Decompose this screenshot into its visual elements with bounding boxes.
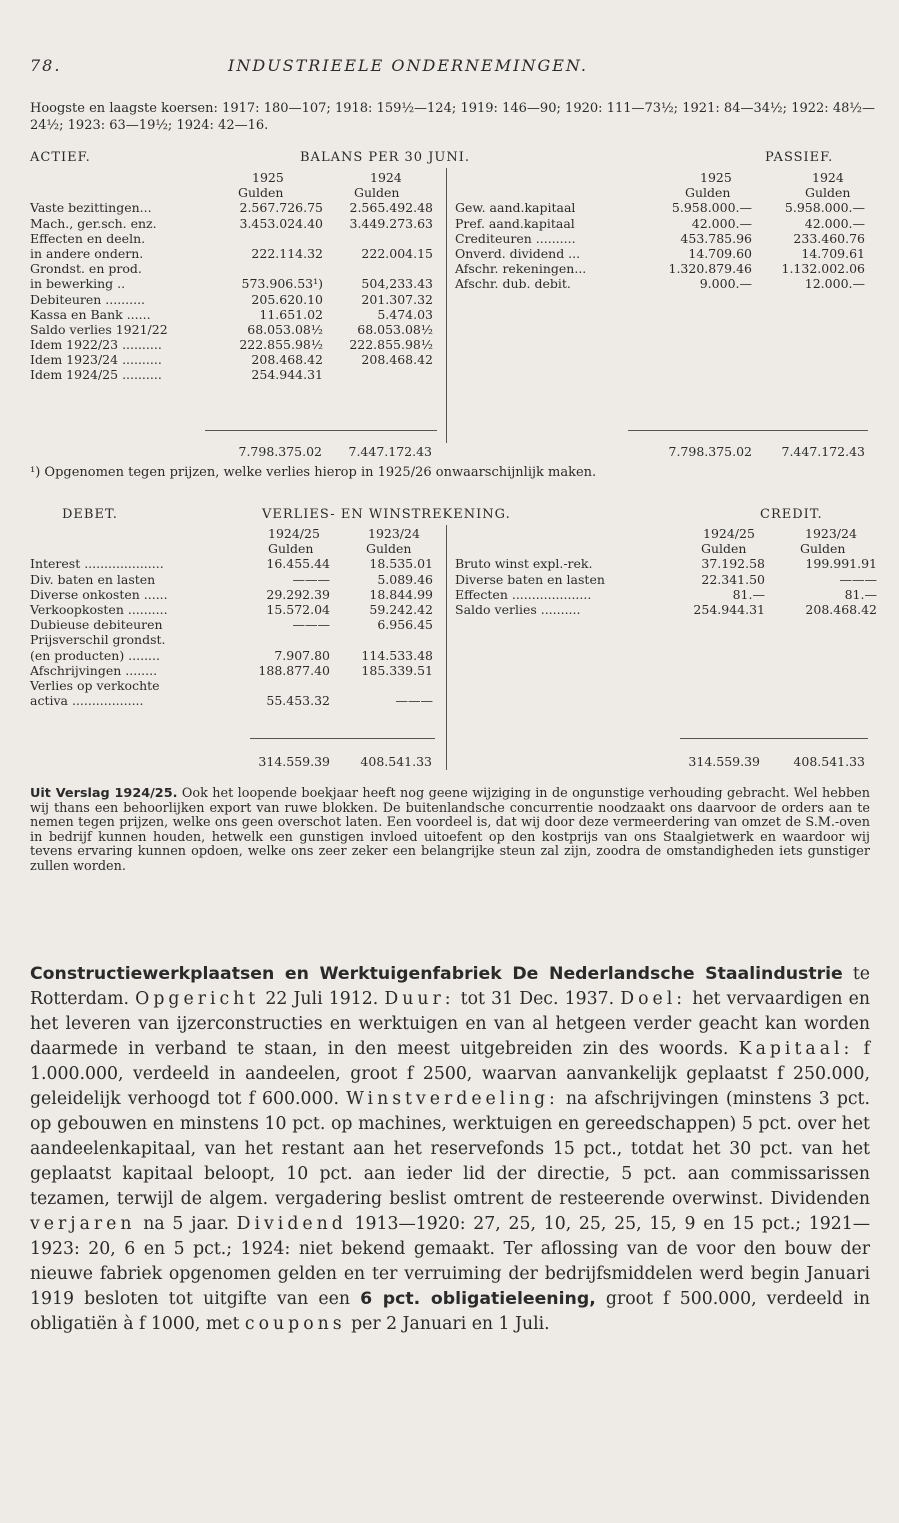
- table-row: [30, 276, 450, 291]
- row-value: 222.855.98½: [239, 337, 323, 353]
- opgericht-text: 22 Juli 1912.: [259, 989, 385, 1009]
- row-value: 37.192.58: [701, 556, 765, 572]
- row-label: Afschrijvingen ........: [30, 662, 158, 678]
- row-value: 81.—: [732, 586, 765, 602]
- company-paragraph: [30, 962, 870, 1337]
- row-value: 2.565.492.48: [349, 200, 433, 216]
- page-number: 78.: [30, 56, 62, 75]
- footnote: ¹) Opgenomen tegen prijzen, welke verlies hierop in 1925/26 onwaarschijnlijk maken.: [30, 465, 597, 480]
- row-value: 504,233.43: [361, 276, 433, 292]
- row-value: 453.785.96: [680, 230, 752, 246]
- table-row: [30, 678, 450, 693]
- table-head-units: [455, 185, 875, 200]
- row-value: 233.460.76: [793, 230, 865, 246]
- row-label: Afschr. dub. debit.: [455, 276, 571, 292]
- row-label: Effecten ....................: [455, 586, 592, 602]
- total-value: 314.559.39: [688, 754, 760, 769]
- row-value: 15.572.04: [266, 601, 330, 617]
- row-value: 3.449.273.63: [349, 215, 433, 231]
- row-label: Saldo verlies 1921/22: [30, 321, 168, 337]
- row-value: 5.958.000.—: [784, 200, 865, 216]
- winstverdeeling-text: na afschrijvingen (minstens 3 pct. op gebouwen en minstens 10 pct. op machines, werktuigen en gereedschappen) 5 pct. over het aandeelenkapitaal, van het restant aan het reservefonds 15 pct., totdat het 30 pct. van het geplaatst kapitaal beloopt, 10 pct. aan ieder lid der directie, 5 pct. aan commissarissen tezamen, terwijl de algem. vergadering beslist omtrent de resteerende overwinst. Dividenden: [30, 1089, 870, 1209]
- row-value: 114.533.48: [361, 647, 433, 663]
- row-label: Bruto winst expl.-rek.: [455, 556, 593, 572]
- row-value: 81.—: [844, 586, 877, 602]
- table-head-units: [30, 541, 450, 556]
- row-value: 208.468.42: [361, 352, 433, 368]
- passief-title: PASSIEF.: [765, 150, 834, 165]
- col-year: 1923/24: [368, 526, 420, 541]
- row-value: 5.089.46: [377, 571, 433, 587]
- actief-title: ACTIEF.: [30, 150, 91, 165]
- table-row: [30, 352, 450, 367]
- row-label: Interest ....................: [30, 556, 164, 572]
- table-row: [30, 337, 450, 352]
- total-value: 408.541.33: [360, 754, 432, 769]
- table-row: [455, 602, 875, 617]
- table-head-years: [455, 170, 875, 185]
- row-value: ———: [292, 617, 330, 633]
- col-unit: Gulden: [701, 541, 747, 557]
- table-head-years: [455, 526, 875, 541]
- row-value: ———: [395, 693, 433, 709]
- total-value: 7.447.172.43: [348, 444, 432, 459]
- verlies-credit-table: [455, 526, 875, 617]
- verlies-totals: [30, 754, 870, 769]
- row-label: Gew. aand.kapitaal: [455, 200, 576, 216]
- row-value: 7.907.80: [274, 647, 330, 663]
- row-label: in andere ondern.: [30, 245, 144, 261]
- table-row: [455, 587, 875, 602]
- dividend-text: 1913—1920: 27, 25, 10, 25, 25, 15, 9 en 15 pct.; 1921—1923: 20, 6 en 5 pct.; 1924: niet bekend gemaakt. Ter aflossing van de voor den bouw der nieuwe fabriek opgenomen gelden en ter verruiming der bedrijfsmiddelen werd begin Januari 1919 besloten tot uitgifte van een: [30, 1214, 870, 1309]
- row-value: 188.877.40: [258, 662, 330, 678]
- kapitaal-text: f 1.000.000, verdeeld in aandeelen, groot f 2500, waarvan aanvankelijk geplaatst f 250.000, geleidelijk verhoogd tot f 600.000.: [30, 1039, 870, 1109]
- row-value: 3.453.024.40: [239, 215, 323, 231]
- row-value: 5.474.03: [377, 306, 433, 322]
- col-unit: Gulden: [238, 185, 284, 201]
- row-value: 185.339.51: [361, 662, 433, 678]
- col-year: 1925: [252, 170, 284, 185]
- doel-label: Doel:: [620, 989, 687, 1009]
- debet-title: DEBET.: [62, 507, 118, 522]
- row-value: 1.320.879.46: [668, 261, 752, 277]
- row-value: 12.000.—: [804, 276, 865, 292]
- row-value: 1.132.002.06: [781, 261, 865, 277]
- row-label: Diverse baten en lasten: [455, 571, 605, 587]
- row-value: 18.535.01: [369, 556, 433, 572]
- row-value: 222.855.98½: [349, 337, 433, 353]
- row-value: 16.455.44: [266, 556, 330, 572]
- row-label: activa ..................: [30, 693, 144, 709]
- table-row: [30, 216, 450, 231]
- row-value: 2.567.726.75: [239, 200, 323, 216]
- col-year: 1924: [812, 170, 844, 185]
- company-name: Constructiewerkplaatsen en Werktuigenfabriek De Nederlandsche Staalindustrie: [30, 964, 843, 984]
- duur-label: Duur:: [384, 989, 455, 1009]
- table-row: [455, 556, 875, 571]
- table-row: [30, 602, 450, 617]
- table-row: [455, 261, 875, 276]
- row-value: 573.906.53¹): [241, 276, 323, 292]
- verlies-divider: [446, 525, 447, 770]
- row-value: 14.709.61: [801, 245, 865, 261]
- row-label: Crediteuren ..........: [455, 230, 576, 246]
- total-value: 7.798.375.02: [238, 444, 322, 459]
- total-rule: [680, 738, 868, 739]
- row-value: 55.453.32: [266, 693, 330, 709]
- row-label: Prijsverschil grondst.: [30, 632, 166, 648]
- duur-text: tot 31 Dec. 1937.: [454, 989, 621, 1009]
- table-head-years: [30, 526, 450, 541]
- credit-title: CREDIT.: [760, 507, 823, 522]
- total-rule: [628, 430, 868, 431]
- row-label: Idem 1923/24 ..........: [30, 352, 162, 368]
- table-row: [30, 367, 450, 382]
- total-value: 408.541.33: [793, 754, 865, 769]
- col-unit: Gulden: [805, 185, 851, 201]
- row-label: Effecten en deeln.: [30, 230, 146, 246]
- verslag-lead: Uit Verslag 1924/25.: [30, 786, 178, 801]
- col-year: 1925: [700, 170, 732, 185]
- row-label: Idem 1924/25 ..........: [30, 367, 162, 383]
- row-value: 68.053.08½: [247, 321, 323, 337]
- table-row: [455, 572, 875, 587]
- dividend-label: Dividend: [236, 1214, 347, 1234]
- table-row: [30, 632, 450, 647]
- row-value: 42.000.—: [691, 215, 752, 231]
- verlies-title: VERLIES- EN WINSTREKENING.: [262, 507, 511, 522]
- verjaren-label: verjaren: [30, 1214, 136, 1234]
- row-label: Verlies op verkochte: [30, 677, 160, 693]
- row-value: 254.944.31: [251, 367, 323, 383]
- table-row: [455, 276, 875, 291]
- coupons-label: coupons: [244, 1314, 346, 1334]
- row-value: 222.004.15: [361, 245, 433, 261]
- obligatie-text: groot f 500.000, verdeeld in obligatiën à f 1000, met: [30, 1289, 870, 1334]
- balans-totals: [30, 444, 870, 459]
- row-label: Diverse onkosten ......: [30, 586, 168, 602]
- total-value: 314.559.39: [258, 754, 330, 769]
- col-unit: Gulden: [268, 541, 314, 557]
- col-year: 1923/24: [805, 526, 857, 541]
- table-head-units: [455, 541, 875, 556]
- row-value: 5.958.000.—: [671, 200, 752, 216]
- balans-divider: [446, 168, 447, 443]
- col-year: 1924/25: [268, 526, 320, 541]
- table-row: [30, 617, 450, 632]
- row-value: 59.242.42: [369, 601, 433, 617]
- table-row: [30, 556, 450, 571]
- table-row: [30, 663, 450, 678]
- obligatie-label: 6 pct. obligatieleening,: [360, 1289, 596, 1309]
- row-label: Verkoopkosten ..........: [30, 601, 168, 617]
- table-row: [30, 587, 450, 602]
- kapitaal-label: Kapitaal:: [738, 1039, 854, 1059]
- table-row: [30, 292, 450, 307]
- company-place: te Rotterdam.: [30, 964, 870, 1009]
- table-head-years: [30, 170, 450, 185]
- col-unit: Gulden: [800, 541, 846, 557]
- verslag-paragraph: [30, 787, 870, 875]
- row-label: (en producten) ........: [30, 647, 160, 663]
- row-value: 68.053.08½: [357, 321, 433, 337]
- table-row: [30, 231, 450, 246]
- row-value: 208.468.42: [251, 352, 323, 368]
- row-value: 201.307.32: [361, 291, 433, 307]
- row-label: Div. baten en lasten: [30, 571, 156, 587]
- koersen-paragraph: Hoogste en laagste koersen: 1917: 180—107; 1918: 159½—124; 1919: 146—90; 1920: 111—73½; 1921: 84—34½; 1922: 48½—24½; 1923: 63—19½; 1924: 42—16.: [30, 101, 875, 133]
- total-rule: [250, 738, 435, 739]
- table-row: [30, 307, 450, 322]
- total-value: 7.447.172.43: [781, 444, 865, 459]
- total-value: 7.798.375.02: [668, 444, 752, 459]
- table-row: [455, 200, 875, 215]
- table-row: [30, 200, 450, 215]
- row-label: Debiteuren ..........: [30, 291, 146, 307]
- total-rule: [205, 430, 437, 431]
- row-value: 18.844.99: [369, 586, 433, 602]
- row-value: 22.341.50: [701, 571, 765, 587]
- opgericht-label: Opgericht: [135, 989, 260, 1009]
- row-label: Onverd. dividend ...: [455, 245, 581, 261]
- col-year: 1924: [370, 170, 402, 185]
- row-value: 199.991.91: [805, 556, 877, 572]
- row-value: 42.000.—: [804, 215, 865, 231]
- table-row: [30, 572, 450, 587]
- row-label: Afschr. rekeningen...: [455, 261, 587, 277]
- col-unit: Gulden: [354, 185, 400, 201]
- table-row: [30, 261, 450, 276]
- table-row: [30, 648, 450, 663]
- verlies-debet-table: [30, 526, 450, 708]
- coupons-text: per 2 Januari en 1 Juli.: [345, 1314, 550, 1334]
- row-label: Pref. aand.kapitaal: [455, 215, 575, 231]
- verjaren-text: na 5 jaar.: [135, 1214, 237, 1234]
- winstverdeeling-label: Winstverdeeling:: [346, 1089, 559, 1109]
- row-label: Idem 1922/23 ..........: [30, 337, 162, 353]
- balans-title: BALANS PER 30 JUNI.: [300, 150, 471, 165]
- running-title: INDUSTRIEELE ONDERNEMINGEN.: [228, 56, 588, 75]
- row-value: 14.709.60: [688, 245, 752, 261]
- row-value: ———: [839, 571, 877, 587]
- row-label: in bewerking ..: [30, 276, 126, 292]
- row-value: 6.956.45: [377, 617, 433, 633]
- row-label: Vaste bezittingen...: [30, 200, 152, 216]
- row-label: Dubieuse debiteuren: [30, 617, 163, 633]
- row-label: Grondst. en prod.: [30, 261, 142, 277]
- col-year: 1924/25: [703, 526, 755, 541]
- doel-text: het vervaardigen en het leveren van ijzerconstructies en werktuigen en van al hetgeen verder geacht kan worden daarmede in verband te staan, in den meest uitgebreiden zin des woords.: [30, 989, 871, 1059]
- balans-actief-table: [30, 170, 450, 383]
- balans-passief-table: [455, 170, 875, 292]
- verslag-text: Ook het loopende boekjaar heeft nog geene wijziging in de ongunstige verhouding gebracht. Wel hebben wij thans een behoorlijken export van ruwe blokken. De buitenlandsche concurrentie noodzaakt ons daarvoor de orders aan te nemen tegen prijzen, welke ons geen overschot laten. Een voordeel is, dat wij door deze vermeerdering van omzet de S.M.-oven in bedrijf kunnen houden, hetwelk een gunstigen invloed uitoefent op den kostprijs van ons Staalgietwerk en waardoor wij tevens ervaring kunnen opdoen, welke ons zeer zeker een belangrijke steun zal zijn, zoodra de omstandigheden iets gunstiger zullen worden.: [30, 786, 870, 874]
- row-value: 9.000.—: [699, 276, 752, 292]
- table-head-units: [30, 185, 450, 200]
- row-value: ———: [292, 571, 330, 587]
- table-row: [455, 216, 875, 231]
- table-row: [30, 322, 450, 337]
- row-label: Saldo verlies ..........: [455, 601, 581, 617]
- table-row: [455, 231, 875, 246]
- row-value: 205.620.10: [251, 291, 323, 307]
- row-value: 222.114.32: [251, 245, 323, 261]
- row-value: 11.651.02: [259, 306, 323, 322]
- row-value: 29.292.39: [266, 586, 330, 602]
- row-value: 254.944.31: [693, 601, 765, 617]
- row-label: Kassa en Bank ......: [30, 306, 151, 322]
- row-value: 208.468.42: [805, 601, 877, 617]
- table-row: [455, 246, 875, 261]
- col-unit: Gulden: [366, 541, 412, 557]
- row-label: Mach., ger.sch. enz.: [30, 215, 157, 231]
- table-row: [30, 246, 450, 261]
- col-unit: Gulden: [685, 185, 731, 201]
- table-row: [30, 693, 450, 708]
